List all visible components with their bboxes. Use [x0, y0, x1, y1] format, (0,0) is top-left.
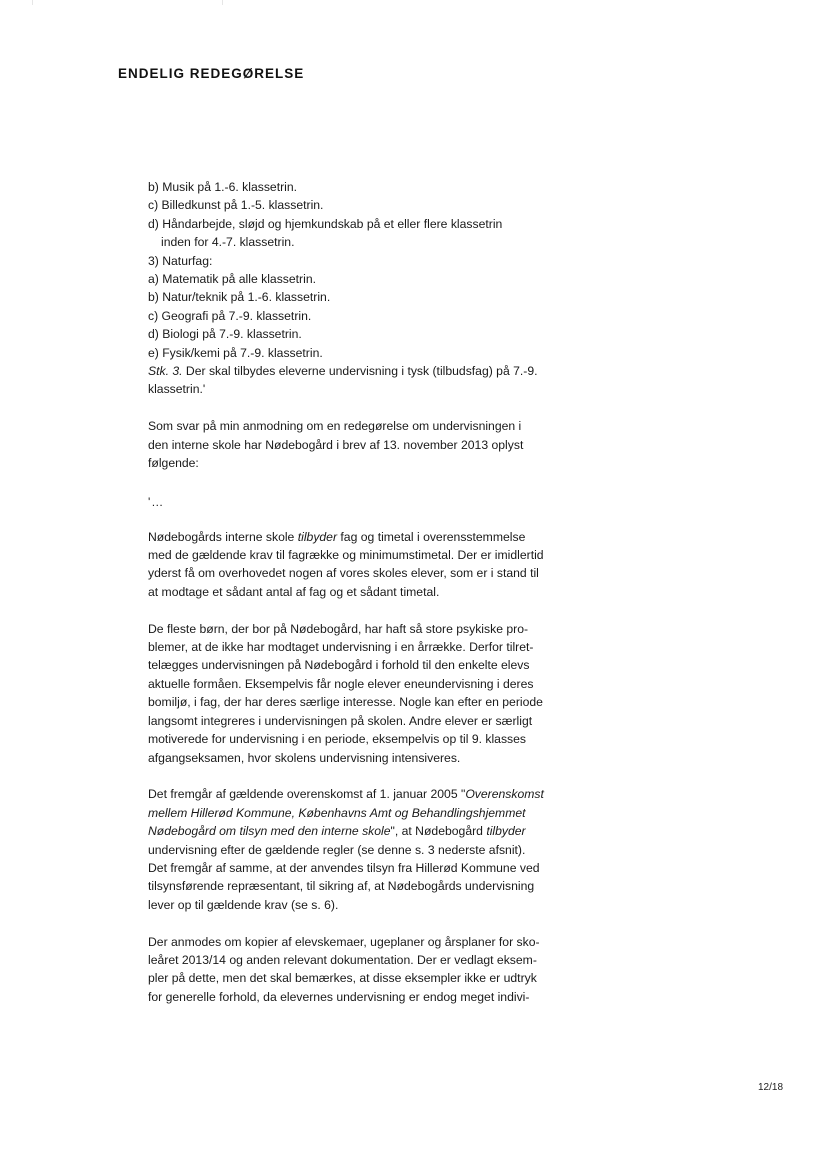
list-item: e) Fysik/kemi på 7.-9. klassetrin. — [148, 345, 323, 360]
stk3-line: Stk. 3. Der skal tilbydes eleverne undervisning i tysk (tilbudsfag) på 7.-9. — [148, 364, 538, 379]
page-number: 12/18 — [758, 1082, 784, 1093]
list-item: a) Matematik på alle klassetrin. — [148, 272, 316, 287]
paragraph-1: Nødebogårds interne skole tilbyder fag og timetal i overensstemmelse med de gældende krav til fagrække og minimumstimetal. Der er imidlertid yderst få om overhovedet nogen af vores skoles elever, som er i stand til at modtage et sådant antal af fag og et sådant timetal. — [148, 529, 544, 599]
document-body — [148, 178, 598, 1006]
paragraph-4: Der anmodes om kopier af elevskemaer, ugeplaner og årsplaner for sko- leåret 2013/14 og anden relevant dokumentation. Der er vedlagt eksem- pler på dette, men det skal bemærkes, at disse eksempler ikke er udtryk for generelle forhold, da elevernes undervisning er endog meget indivi- — [148, 934, 540, 1004]
list-item: c) Billedkunst på 1.-5. klassetrin. — [148, 198, 324, 213]
list-item: b) Natur/teknik på 1.-6. klassetrin. — [148, 290, 331, 305]
list-item: d) Håndarbejde, sløjd og hjemkundskab på et eller flere klassetrin — [148, 216, 503, 231]
paragraph-2: De fleste børn, der bor på Nødebogård, har haft så store psykiske pro- blemer, at de ikke har modtaget undervisning i en årrække. Derfor tilret- telægges undervisningen på Nødebogård i forhold til den enkelte elevs aktuelle formåen. Eksempelvis får nogle elever eneundervisning i deres bomiljø, i fag, der har deres særlige interesse. Nogle kan efter en periode langsomt integreres i undervisningen på skolen. Andre elever er særligt motiverede for undervisning i en periode, eksempelvis op til 9. klasses afgangseksamen, hvor skolens undervisning intensiveres. — [148, 621, 543, 765]
intro-paragraph: Som svar på min anmodning om en redegørelse om undervisningen i den interne skole har Nødebogård i brev af 13. november 2013 oplyst følgende: — [148, 419, 524, 471]
list-item: c) Geografi på 7.-9. klassetrin. — [148, 308, 312, 323]
stk3-label: Stk. 3. — [148, 364, 183, 379]
scan-mark-left — [32, 0, 33, 5]
list-heading: 3) Naturfag: — [148, 253, 213, 268]
scan-mark-right — [222, 0, 223, 5]
stk3-line: klassetrin.' — [148, 382, 206, 397]
list-item: b) Musik på 1.-6. klassetrin. — [148, 180, 298, 194]
document-title: ENDELIG REDEGØRELSE — [118, 66, 305, 81]
list-item: d) Biologi på 7.-9. klassetrin. — [148, 327, 302, 342]
list-item-continuation: inden for 4.-7. klassetrin. — [161, 235, 295, 250]
legal-quote-list — [148, 178, 598, 399]
quote-open-mark: '… — [148, 494, 165, 509]
paragraph-3: Det fremgår af gældende overenskomst af 1. januar 2005 "Overenskomst mellem Hillerød Kommune, Københavns Amt og Behandlingshjemmet Nødebogård om tilsyn med den interne skole", at Nødebogård tilbyder undervisning efter de gældende regler (se denne s. 3 nederste afsnit). Det fremgår af samme, at der anvendes tilsyn fra Hillerød Kommune ved tilsynsførende repræsentant, til sikring af, at Nødebogårds undervisning lever op til gældende krav (se s. 6). — [148, 787, 544, 912]
